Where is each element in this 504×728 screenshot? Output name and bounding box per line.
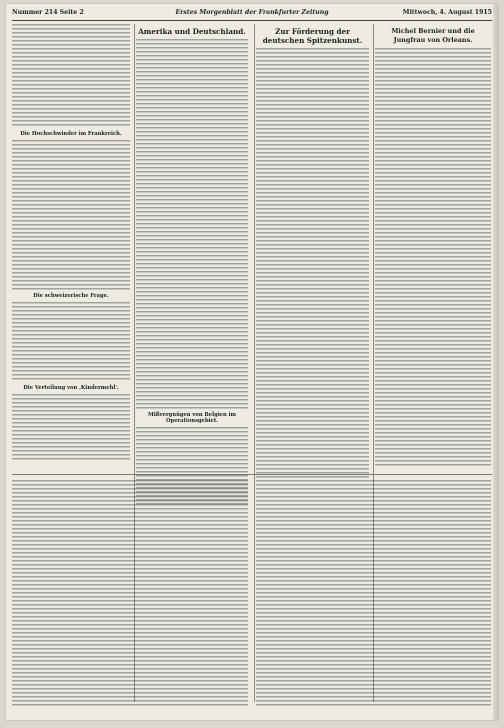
page-edge bbox=[493, 4, 498, 720]
article-text-block bbox=[12, 302, 130, 382]
page-number: Nummer 214 Seite 2 bbox=[12, 9, 84, 16]
article-headline: Michel Bernier und die Jungfrau von Orleans. bbox=[391, 27, 475, 44]
section-divider bbox=[12, 474, 492, 475]
article-headline: Die schweizerische Frage. bbox=[33, 293, 109, 299]
newspaper-name: Erstes Morgenblatt der Frankfurter Zeitung bbox=[175, 9, 329, 16]
issue-date: Mittwoch, 4. August 1915 bbox=[402, 9, 492, 16]
article-text-block bbox=[256, 480, 491, 706]
article-headline: Amerika und Deutschland. bbox=[138, 27, 246, 36]
article-text-block bbox=[136, 39, 248, 409]
article-headline: Die Hochschwinder im Frankreich. bbox=[20, 131, 122, 137]
article-headline: Mißvergnügen von Belgien im Operationsgebiet. bbox=[147, 412, 237, 424]
columns bbox=[12, 24, 492, 706]
masthead-rule bbox=[12, 20, 492, 21]
article-text-block bbox=[12, 140, 130, 290]
masthead bbox=[12, 8, 492, 20]
article-text-block bbox=[375, 48, 491, 468]
article-text-block bbox=[12, 394, 130, 460]
article-headline: Zur Förderung der deutschen Spitzenkunst. bbox=[262, 27, 363, 45]
article-text-block bbox=[256, 48, 369, 478]
article-text-block bbox=[12, 480, 248, 706]
article-headline: Die Verteilung von ‚Kindermehl'. bbox=[23, 385, 119, 391]
article-text-block bbox=[12, 24, 130, 128]
newspaper-page bbox=[6, 4, 498, 720]
